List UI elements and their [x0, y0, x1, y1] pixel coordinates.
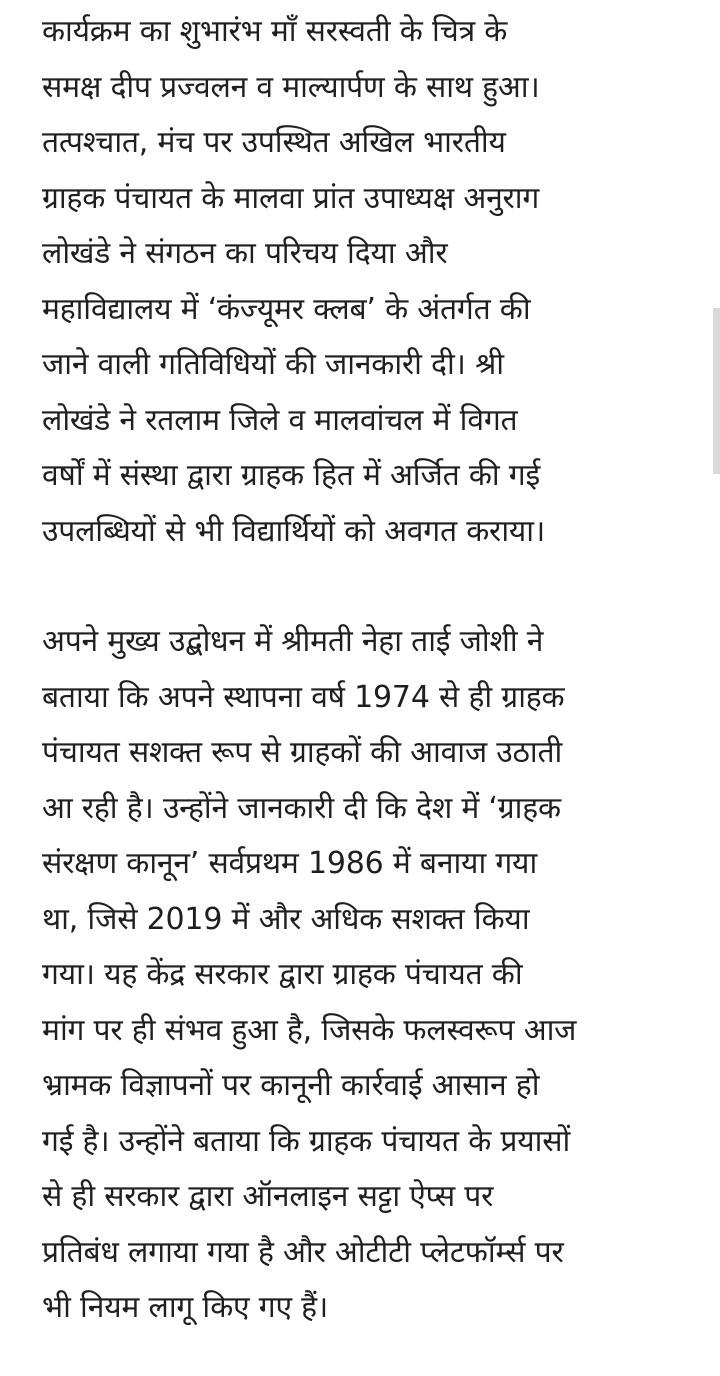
paragraph-2	[42, 614, 692, 1336]
text-line: समक्ष दीप प्रज्वलन व माल्यार्पण के साथ हुआ।	[42, 69, 540, 105]
text-line: गई है। उन्होंने बताया कि ग्राहक पंचायत के प्रयासों	[42, 1123, 571, 1159]
paragraph-gap	[42, 559, 692, 614]
article-body	[42, 0, 692, 1336]
text-line: था, जिसे 2019 में और अधिक सशक्त किया	[42, 901, 530, 937]
text-line: लोखंडे ने रतलाम जिले व मालवांचल में विगत	[42, 402, 518, 438]
text-line: ग्राहक पंचायत के मालवा प्रांत उपाध्यक्ष अनुराग	[42, 180, 540, 216]
text-line: जाने वाली गतिविधियों की जानकारी दी। श्री	[42, 347, 504, 382]
text-line: से ही सरकार द्वारा ऑनलाइन सट्टा ऐप्स पर	[42, 1179, 494, 1214]
text-line: लोखंडे ने संगठन का परिचय दिया और	[42, 236, 448, 271]
text-line: प्रतिबंध लगाया गया है और ओटीटी प्लेटफॉर्म्स पर	[42, 1234, 564, 1270]
text-line: उपलब्धियों से भी विद्यार्थियों को अवगत कराया।	[42, 513, 546, 549]
text-line: संरक्षण कानून’ सर्वप्रथम 1986 में बनाया गया	[42, 846, 538, 881]
text-line: गया। यह केंद्र सरकार द्वारा ग्राहक पंचायत की	[42, 957, 523, 992]
text-line: बताया कि अपने स्थापना वर्ष 1974 से ही ग्राहक	[42, 679, 565, 715]
scrollbar-thumb[interactable]	[713, 308, 720, 474]
text-line: भी नियम लागू किए गए हैं।	[42, 1290, 329, 1325]
text-line: आ रही है। उन्होंने जानकारी दी कि देश में ‘ग्राहक	[42, 790, 561, 826]
text-line: महाविद्यालय में ‘कंज्यूमर क्लब’ के अंतर्गत की	[42, 291, 531, 327]
text-line: पंचायत सशक्त रूप से ग्राहकों की आवाज उठाती	[42, 735, 563, 770]
text-line: भ्रामक विज्ञापनों पर कानूनी कार्रवाई आसान हो	[42, 1068, 540, 1103]
text-line: अपने मुख्य उद्बोधन में श्रीमती नेहा ताई जोशी ने	[42, 624, 544, 659]
text-line: मांग पर ही संभव हुआ है, जिसके फलस्वरूप आज	[42, 1012, 577, 1048]
text-line: कार्यक्रम का शुभारंभ माँ सरस्वती के चित्र के	[42, 14, 508, 49]
text-line: तत्पश्चात, मंच पर उपस्थित अखिल भारतीय	[42, 125, 506, 160]
text-line: वर्षों में संस्था द्वारा ग्राहक हित में अर्जित की गई	[42, 458, 540, 493]
paragraph-1	[42, 0, 692, 559]
